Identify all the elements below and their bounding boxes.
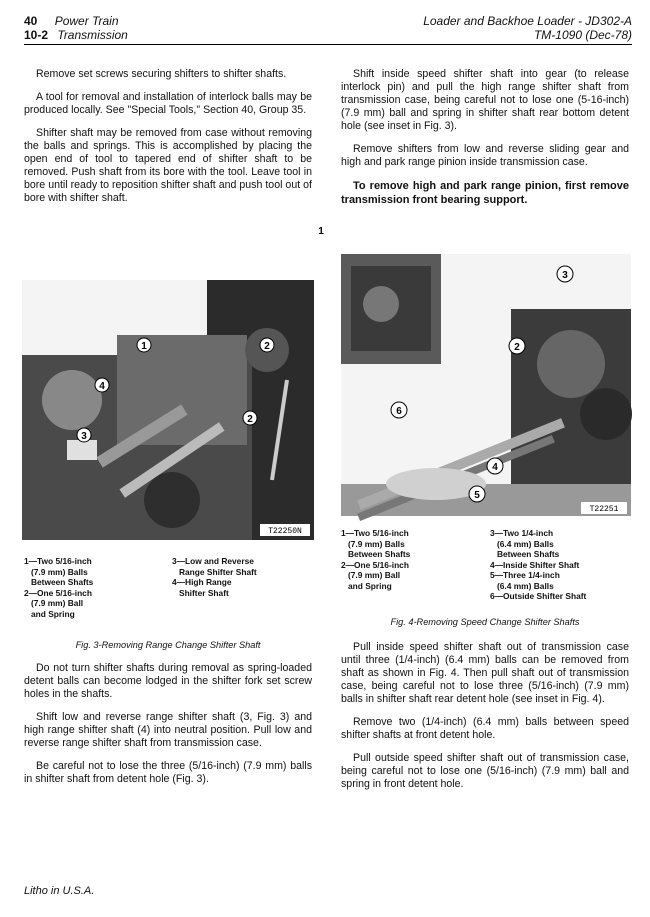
left-column-lower <box>24 662 312 796</box>
fig4-code: T22251 <box>589 505 619 514</box>
paragraph: Remove two (1/4-inch) (6.4 mm) balls between speed shifter shafts at front detent hole. <box>341 716 629 741</box>
fig3-legend-right <box>172 556 257 598</box>
legend-line: Range Shifter Shaft <box>172 566 257 577</box>
fig3-callout-3: 3 <box>81 431 87 442</box>
legend-line: 1—Two 5/16-inch <box>24 556 92 566</box>
legend-line: Between Shafts <box>24 577 94 587</box>
legend-line: Between Shafts <box>490 549 560 559</box>
legend-line: (6.4 mm) Balls <box>490 538 554 549</box>
fig3-callout-2b: 2 <box>247 414 253 425</box>
legend-line: 2—One 5/16-inch <box>341 559 409 570</box>
page-number: 40 <box>24 14 38 28</box>
legend-line: 6—Outside Shifter Shaft <box>490 591 587 601</box>
legend-line: 3—Low and Reverse <box>172 556 254 566</box>
fig4-callout-4: 4 <box>492 462 498 473</box>
paragraph: A tool for removal and installation of interlock balls may be produced locally. See "Special Tools," Section 40, Group 35. <box>24 91 312 116</box>
fig4-photo <box>318 226 631 516</box>
fig3-code: T22250N <box>268 527 302 536</box>
fig4-callout-2: 2 <box>514 342 520 353</box>
fig3-callout-4: 4 <box>99 381 105 392</box>
fig4-callout-3: 3 <box>562 270 568 281</box>
fig4-callout-1: 1 <box>318 226 324 237</box>
paragraph: Pull inside speed shifter shaft out of transmission case until three (1/4-inch) (6.4 mm) balls can be removed from shaft as shown in Fig. 4. Then pull shaft out of transmission case, being careful not to lose three (5/16-inch) (7.9 mm) balls in shifter shaft rear detent hole (see inset in Fig. 4). <box>341 641 629 705</box>
fig4-legend-left <box>341 528 410 591</box>
fig4-callout-6: 6 <box>396 406 402 417</box>
sub-section-title: Transmission <box>57 28 128 42</box>
paragraph: Be careful not to lose the three (5/16-inch) (7.9 mm) balls in shifter shaft from detent hole (Fig. 3). <box>24 760 312 785</box>
legend-line: (7.9 mm) Ball <box>341 570 401 580</box>
legend-line: 1—Two 5/16-inch <box>341 528 409 538</box>
fig3-callout-1: 1 <box>141 341 147 352</box>
legend-line: Shifter Shaft <box>172 587 229 598</box>
legend-line: and Spring <box>24 608 75 619</box>
legend-line: (6.4 mm) Balls <box>490 580 554 591</box>
right-column <box>341 68 629 217</box>
manual-title: Loader and Backhoe Loader - JD302-A <box>423 14 632 28</box>
fig4-caption: Fig. 4-Removing Speed Change Shifter Shafts <box>390 617 580 627</box>
header-right <box>423 14 632 42</box>
fig3-caption: Fig. 3-Removing Range Change Shifter Shaft <box>75 640 261 650</box>
paragraph: Shift inside speed shifter shaft into gear (to release interlock pin) and pull the high range shifter shaft from transmission case, being careful not to lose one (5-16-inch) (7.9 mm) ball and spring in shifter shaft rear bottom detent hole (see inset in Fig. 3). <box>341 68 629 132</box>
header-rule <box>24 44 632 45</box>
fig3-image <box>22 280 314 540</box>
right-column-lower <box>341 641 629 801</box>
fig4-image <box>318 226 631 516</box>
paragraph: Do not turn shifter shafts during removal as spring-loaded detent balls can become lodged in the shifter fork set screw holes in the shafts. <box>24 662 312 700</box>
legend-line: 4—High Range <box>172 577 232 587</box>
fig3-legend-left <box>24 556 93 619</box>
paragraph: Remove shifters from low and reverse sliding gear and high and park range pinion inside transmission case. <box>341 143 629 168</box>
fig4-legend-right <box>490 528 586 602</box>
paragraph: Remove set screws securing shifters to shifter shafts. <box>36 68 287 80</box>
sub-number: 10-2 <box>24 28 49 42</box>
paragraph: Shift low and reverse range shifter shaft (3, Fig. 3) and high range shifter shaft (4) into neutral position. Pull low and reverse range shifter shaft from transmission case. <box>24 711 312 749</box>
legend-line: Between Shafts <box>341 549 411 559</box>
section-title: Power Train <box>54 14 119 28</box>
legend-line: (7.9 mm) Ball <box>24 598 84 608</box>
fig4-callout-5: 5 <box>474 490 480 501</box>
bold-instruction: To remove high and park range pinion, first remove transmission front bearing support. <box>341 180 629 206</box>
legend-line: (7.9 mm) Balls <box>24 566 88 577</box>
fig3-photo <box>22 280 314 540</box>
legend-line: 5—Three 1/4-inch <box>490 570 560 580</box>
header-left <box>24 14 128 42</box>
paragraph: Shifter shaft may be removed from case without removing the balls and springs. This is accomplished by placing the open end of tool to tapered end of shifter shaft to be removed. Push shaft from its bore with the tool. Leave tool in bore until ready to reposition shifter shaft and push tool out of bore with shifter shaft. <box>24 127 312 204</box>
footer-litho: Litho in U.S.A. <box>24 885 95 897</box>
manual-code: TM-1090 (Dec-78) <box>533 28 632 42</box>
fig3-callout-2a: 2 <box>264 341 270 352</box>
legend-line: 3—Two 1/4-inch <box>490 528 554 538</box>
legend-line: (7.9 mm) Balls <box>341 538 405 549</box>
legend-line: 2—One 5/16-inch <box>24 587 92 598</box>
paragraph: Pull outside speed shifter shaft out of transmission case, being careful not to lose one (5/16-inch) (7.9 mm) ball and spring in front detent hole. <box>341 752 629 790</box>
left-column <box>24 68 312 215</box>
legend-line: and Spring <box>341 580 392 591</box>
legend-line: 4—Inside Shifter Shaft <box>490 559 580 570</box>
